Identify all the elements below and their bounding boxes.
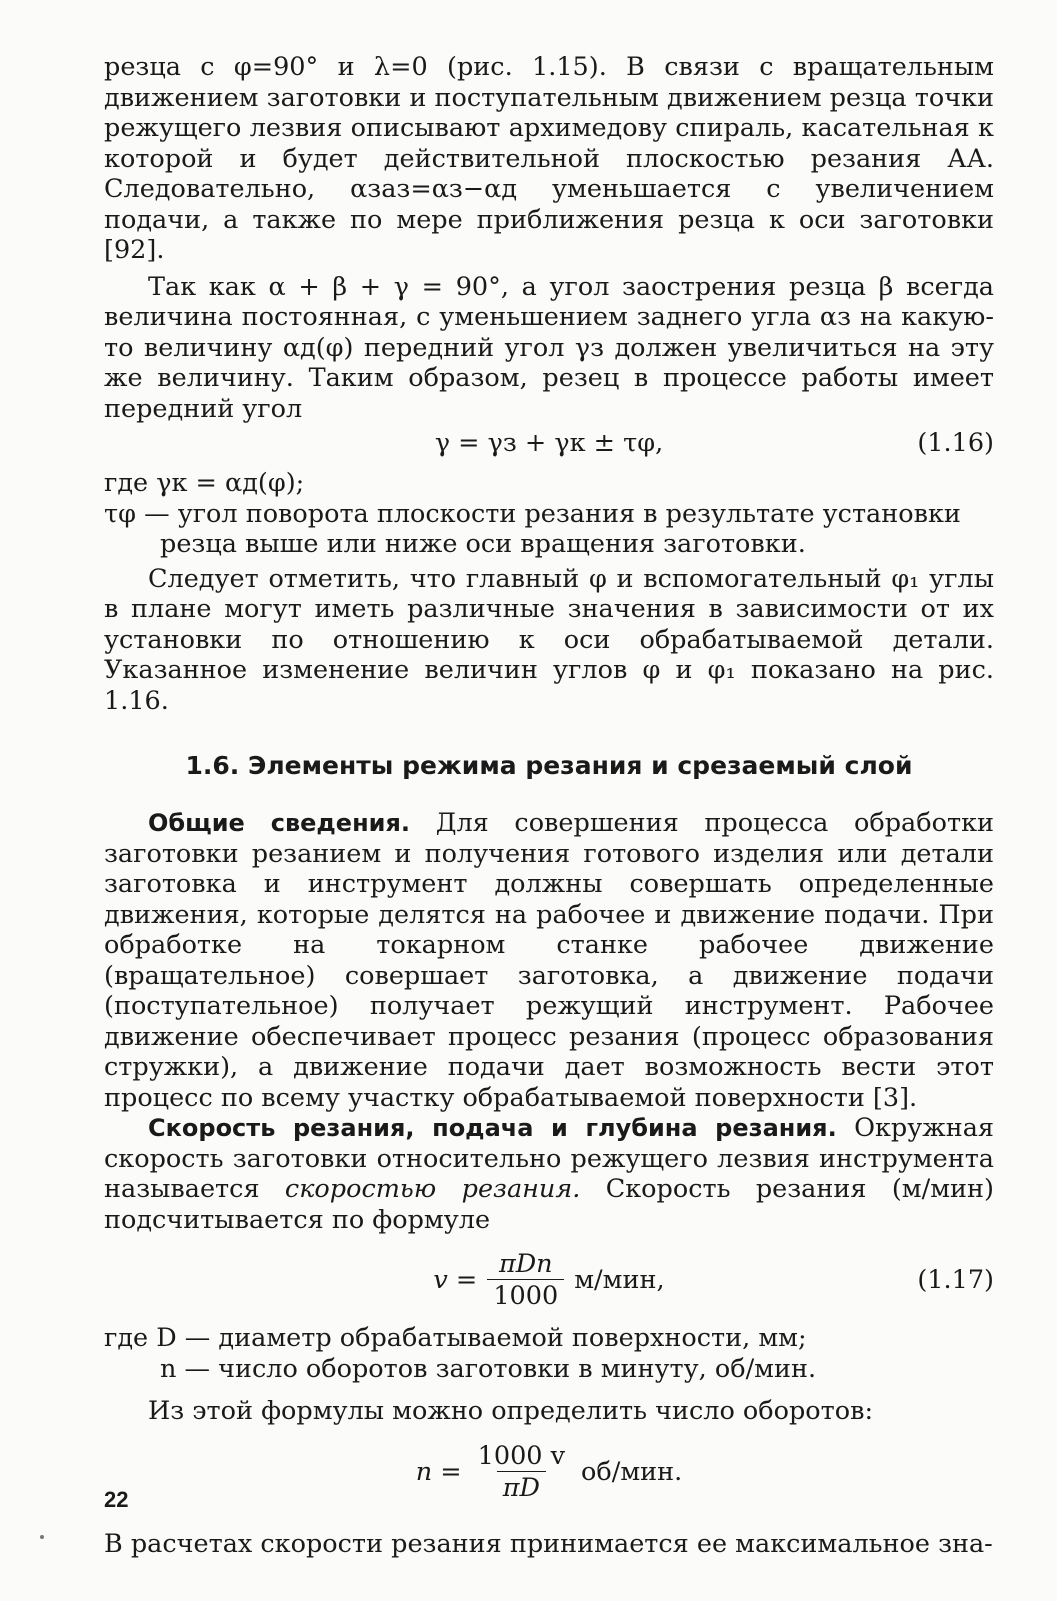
formula-rpm-denominator: πD: [497, 1471, 546, 1504]
formula-1-17-fraction: [487, 1249, 564, 1312]
formula-rpm: [104, 1437, 994, 1509]
definition-tau: [104, 499, 994, 560]
formula-1-16: [104, 428, 994, 468]
paragraph-speed-title: Скорость резания, подача и глубина резания.: [148, 1114, 837, 1142]
where-diameter: где D — диаметр обрабатываемой поверхности, мм;: [104, 1323, 807, 1353]
formula-1-16-expression: γ = γз + γк ± τφ,: [434, 428, 664, 458]
paragraph-2: Так как α + β + γ = 90°, а угол заострения резца β всегда величина постоянная, с уменьшением заднего угла αз на какую-то величину αд(φ) передний угол γз должен увеличиться на эту же величину. Таким образом, резец в процессе работы имеет передний угол: [104, 271, 994, 424]
formula-1-17-denominator: 1000: [487, 1279, 564, 1312]
formula-1-17-number: (1.17): [917, 1264, 994, 1295]
formula-1-17-unit: м/мин,: [574, 1264, 665, 1295]
formula-rpm-fraction: [472, 1441, 571, 1504]
where-revolutions: n — число оборотов заготовки в минуту, об/мин.: [160, 1353, 817, 1384]
paragraph-general-text: Для совершения процесса обработки заготовки резанием и получения готового изделия или детали заготовка и инструмент должны совершать определенные движения, которые делятся на рабочее и движение подачи. При обработке на токарном станке рабочее движение (вращательное) совершает заготовка, а движение подачи (поступательное) получает режущий инструмент. Рабочее движение обеспечивает процесс резания (процесс образования стружки), а движение подачи дает возможность вести этот процесс по всему участку обрабатываемой поверхности [3].: [104, 808, 995, 1113]
paragraph-3: Следует отметить, что главный φ и вспомогательный φ₁ углы в плане могут иметь различные значения в зависимости от их установки по отношению к оси обрабатываемой детали. Указанное изменение величин углов φ и φ₁ показано на рис. 1.16.: [104, 563, 994, 716]
paragraph-speed-text-b: Скорость резания (м/мин) подсчитывается по формуле: [104, 1174, 994, 1235]
paragraph-last: В расчетах скорости резания принимается ее максимальное зна-: [104, 1528, 993, 1559]
paragraph-1: резца с φ=90° и λ=0 (рис. 1.15). В связи с вращательным движением заготовки и поступательным движением резца точки режущего лезвия описывают архимедову спираль, касательная к которой и будет действительной плоскостью резания АА. Следовательно, αзаз=αз−αд уменьшается с увеличением подачи, а также по мере приближения резца к оси заготовки [92].: [104, 52, 994, 265]
formula-rpm-lhs: n =: [415, 1457, 462, 1488]
page-body: [104, 52, 994, 1559]
paragraph-speed-term: скоростью резания.: [284, 1174, 581, 1204]
paragraph-general-title: Общие сведения.: [148, 809, 411, 837]
formula-rpm-unit: об/мин.: [581, 1457, 683, 1488]
paragraph-rpm: Из этой формулы можно определить число оборотов:: [148, 1396, 874, 1426]
definition-tau-continuation: резца выше или ниже оси вращения заготовки.: [160, 529, 806, 559]
formula-1-16-number: (1.16): [917, 428, 994, 458]
definition-tau-label: τφ —: [104, 498, 178, 529]
definition-tau-text: угол поворота плоскости резания в результате установки: [177, 498, 961, 529]
formula-1-17: [104, 1245, 994, 1315]
formula-1-17-numerator: πDn: [498, 1248, 553, 1279]
paragraph-general: [104, 808, 994, 1113]
where-gamma-k: где γк = αд(φ);: [104, 468, 305, 498]
page-number: 22: [104, 1487, 129, 1512]
scan-speck: [40, 1535, 44, 1539]
formula-1-17-lhs: v =: [433, 1264, 478, 1295]
formula-rpm-numerator: 1000 v: [477, 1441, 566, 1471]
section-heading: 1.6. Элементы режима резания и срезаемый слой: [185, 751, 913, 780]
paragraph-speed-text-a: Окружная скорость заготовки относительно режущего лезвия инструмента называется: [104, 1113, 994, 1204]
paragraph-speed: [104, 1113, 994, 1235]
